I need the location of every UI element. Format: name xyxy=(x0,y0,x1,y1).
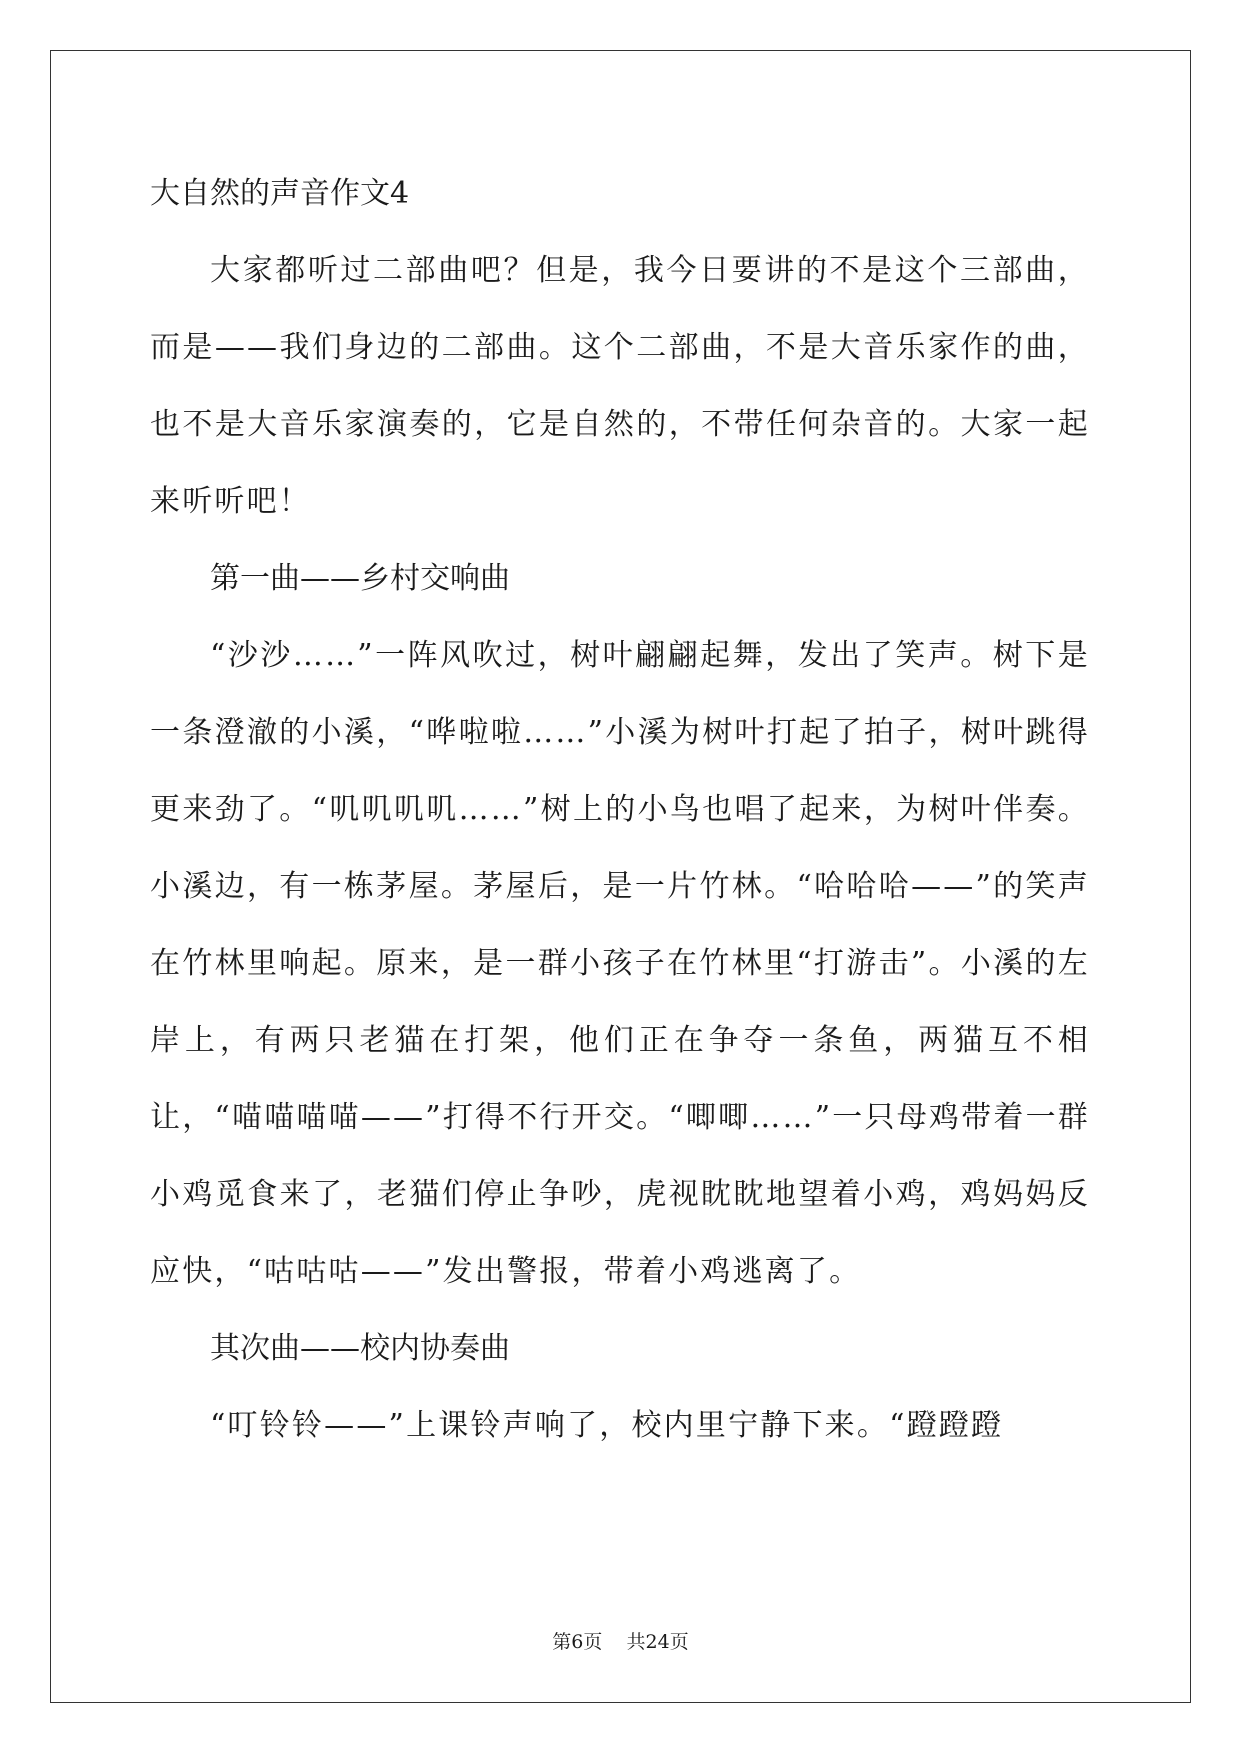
document-body xyxy=(150,155,1090,1464)
page-total: 共24页 xyxy=(626,1631,689,1653)
section-heading-1: 第一曲——乡村交响曲 xyxy=(210,561,510,596)
section-heading-2: 其次曲——校内协奏曲 xyxy=(210,1331,510,1366)
page-footer xyxy=(0,1630,1241,1654)
paragraph-section-1: “沙沙……”一阵风吹过，树叶翩翩起舞，发出了笑声。树下是一条澄澈的小溪，“哗啦啦……”小溪为树叶打起了拍子，树叶跳得更来劲了。“叽叽叽叽……”树上的小鸟也唱了起来，为树叶伴奏。小溪边，有一栋茅屋。茅屋后，是一片竹林。“哈哈哈——”的笑声在竹林里响起。原来，是一群小孩子在竹林里“打游击”。小溪的左岸上，有两只老猫在打架，他们正在争夺一条鱼，两猫互不相让，“喵喵喵喵——”打得不行开交。“唧唧……”一只母鸡带着一群小鸡觅食来了，老猫们停止争吵，虎视眈眈地望着小鸡，鸡妈妈反应快，“咕咕咕——”发出警报，带着小鸡逃离了。 xyxy=(150,638,1090,1289)
paragraph-intro: 大家都听过二部曲吧？但是，我今日要讲的不是这个三部曲，而是——我们身边的二部曲。这个二部曲，不是大音乐家作的曲，也不是大音乐家演奏的，它是自然的，不带任何杂音的。大家一起来听听吧！ xyxy=(150,253,1090,519)
paragraph-section-2: “叮铃铃——”上课铃声响了，校内里宁静下来。“蹬蹬蹬 xyxy=(210,1408,1004,1443)
page-number: 第6页 xyxy=(552,1631,603,1653)
document-title: 大自然的声音作文4 xyxy=(150,176,410,211)
